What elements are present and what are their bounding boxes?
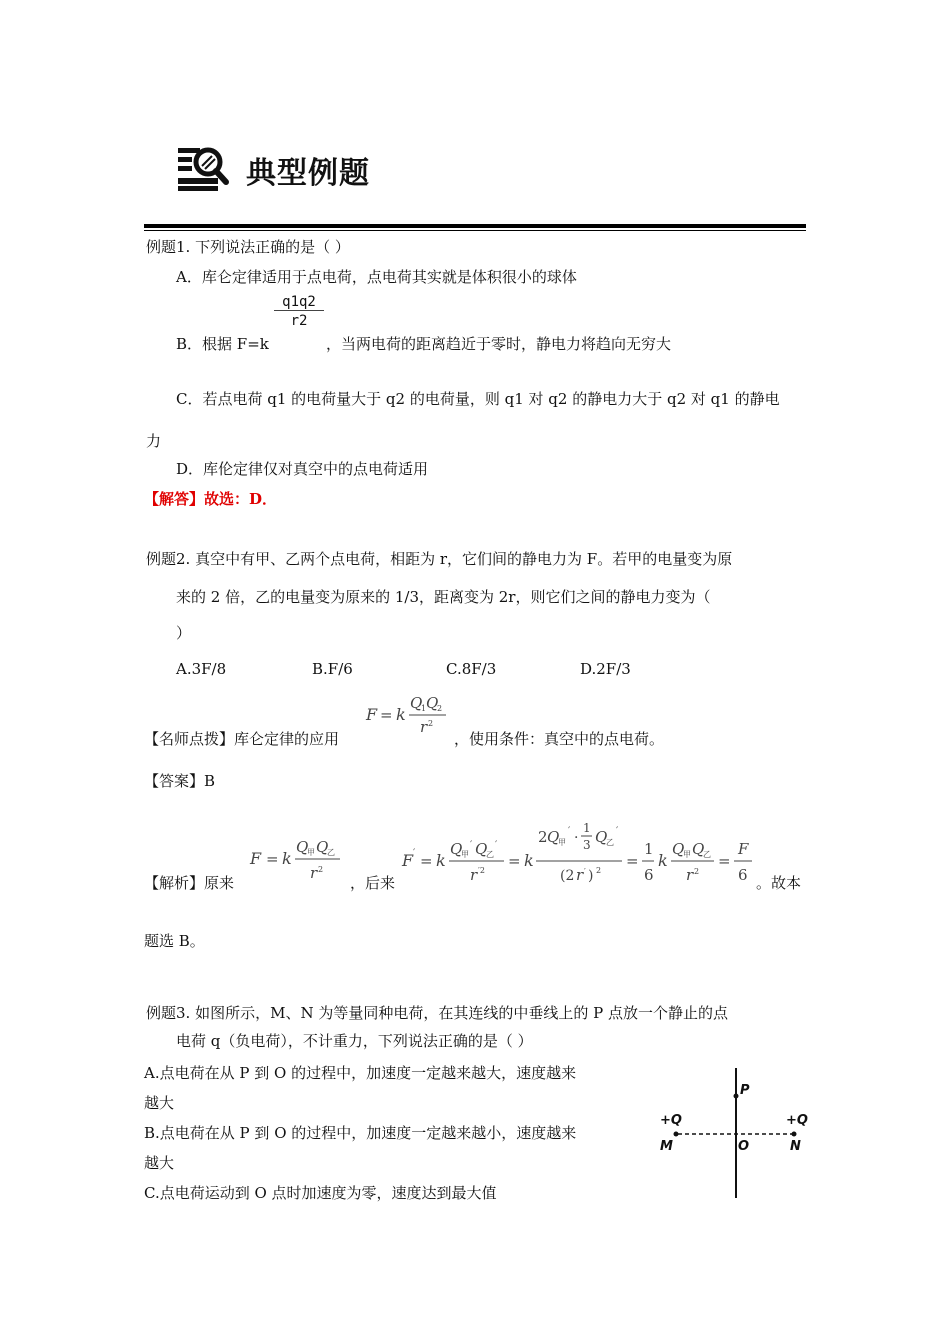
svg-text:=: = [266,850,279,868]
label-left-charge: +Q [660,1113,682,1128]
svg-text:F: F [366,705,378,724]
svg-text:·: · [574,830,579,846]
svg-text:=: = [380,706,393,724]
svg-text:r: r [310,864,318,882]
q2-analysis-cont: 题选 B。 [144,932,205,950]
svg-text:′: ′ [470,840,473,851]
label-m: M [660,1139,673,1154]
svg-text:r: r [420,718,428,736]
svg-text:=: = [420,852,433,870]
q1-fraction-num: q1q2 [282,294,316,310]
label-p: P [740,1083,750,1098]
q2-tip-formula [364,686,454,740]
svg-text:Q: Q [450,840,463,858]
svg-text:2: 2 [318,865,324,874]
svg-text:k: k [524,851,534,870]
svg-text:Q: Q [316,838,329,856]
divider [144,224,806,228]
svg-text:r: r [686,866,694,884]
svg-text:′: ′ [413,848,416,859]
q2-tip-suffix: ，使用条件：真空中的点电荷。 [454,730,665,748]
svg-text:Q: Q [426,694,439,712]
q3-stem-cont: 电荷 q（负电荷），不计重力，下列说法正确的是（ ） [176,1032,533,1050]
svg-text:乙: 乙 [327,848,335,857]
svg-text:甲: 甲 [683,850,691,859]
q2-stem: 例题2. 真空中有甲、乙两个点电荷，相距为 r，它们间的静电力为 F。若甲的电量变为原 [146,550,733,568]
svg-text:′: ′ [616,826,619,837]
svg-text:k: k [658,851,668,870]
svg-text:3: 3 [583,838,591,852]
q1-option-c: C．若点电荷 q1 的电荷量大于 q2 的电荷量，则 q1 对 q2 的静电力大于 q2 对 q1 的静电 [176,390,780,408]
svg-text:′2: ′2 [478,866,485,875]
svg-text:=: = [718,852,731,870]
q2-stem-cont2: ） [176,624,192,642]
q2-analysis-label: 【解析】原来 [144,874,235,892]
q3-option-c: C.点电荷运动到 O 点时加速度为零，速度达到最大值 [144,1184,497,1202]
svg-text:Q: Q [547,828,560,846]
charge-n [792,1132,797,1137]
q2-analysis-mid: ，后来 [350,874,396,892]
page-title: 典型例题 [246,156,370,191]
svg-text:=: = [508,852,521,870]
label-o: O [738,1139,750,1154]
q1-option-d: D．库伦定律仅对真空中的点电荷适用 [176,460,429,478]
svg-text:2: 2 [694,867,700,876]
svg-text:Q: Q [475,840,488,858]
q3-stem: 例题3. 如图所示，M、N 为等量同种电荷，在其连线的中垂线上的 P 点放一个静止的点 [146,1004,728,1022]
svg-text:2: 2 [428,719,434,728]
q1-stem: 例题1. 下列说法正确的是（ ） [146,238,350,256]
q2-option-b: B.F/6 [312,660,353,678]
q2-analysis-end: 。故本 [756,874,802,892]
header-icon [176,144,236,192]
svg-text:甲: 甲 [307,848,315,857]
svg-text:′: ′ [495,840,498,851]
q3-option-a: A.点电荷在从 P 到 O 的过程中，加速度一定越来越大，速度越来 [144,1064,577,1082]
q2-answer: 【答案】B [144,772,216,790]
svg-text:): ) [588,868,594,884]
svg-text:6: 6 [738,866,748,884]
q2-formula-original [248,828,358,888]
coulomb-formula [364,686,454,740]
q2-stem-cont: 来的 2 倍，乙的电量变为原来的 1/3，距离变为 2r，则它们之间的静电力变为（ [176,588,711,606]
svg-text:F: F [250,849,262,868]
svg-text:=: = [626,852,639,870]
svg-text:1: 1 [644,840,654,858]
q2-option-c: C.8F/3 [446,660,497,678]
q1-fraction-den: r2 [274,310,324,329]
point-p [734,1094,739,1099]
q3-option-b: B.点电荷在从 P 到 O 的过程中，加速度一定越来越小，速度越来 [144,1124,577,1142]
q1-fraction [274,294,324,329]
q2-option-a: A.3F/8 [176,660,227,678]
q3-option-a-cont: 越大 [144,1094,175,1112]
q2-formula-after [400,816,756,890]
svg-text:Q: Q [672,840,685,858]
divider [144,230,806,231]
q1-option-b-suffix: ，当两电荷的距离趋近于零时，静电力将趋向无穷大 [326,335,672,353]
svg-text:k: k [282,849,292,868]
svg-text:k: k [436,851,446,870]
book-magnifier-icon [176,144,236,192]
svg-text:k: k [396,705,406,724]
svg-text:乙: 乙 [703,850,711,859]
label-n: N [790,1139,801,1154]
q2-tip-label: 【名师点拨】库仑定律的应用 [144,730,340,748]
svg-text:2: 2 [596,866,602,875]
q3-option-b-cont: 越大 [144,1154,175,1172]
svg-text:甲: 甲 [461,850,469,859]
svg-text:F: F [402,851,414,870]
q1-option-c-cont: 力 [146,432,162,450]
svg-text:r: r [576,866,584,884]
svg-text:Q: Q [410,694,423,712]
q1-option-a: A．库仑定律适用于点电荷，点电荷其实就是体积很小的球体 [176,268,577,286]
svg-text:Q: Q [296,838,309,856]
svg-text:乙: 乙 [486,850,494,859]
svg-text:′: ′ [584,867,586,876]
q1-option-b-prefix: B．根据 F=k [176,335,269,353]
svg-text:′: ′ [568,826,571,837]
svg-text:Q: Q [692,840,705,858]
svg-text:1: 1 [583,821,591,835]
q2-option-d: D.2F/3 [580,660,631,678]
svg-text:乙: 乙 [606,838,614,847]
svg-text:F: F [738,840,749,858]
svg-text:2: 2 [437,704,443,713]
svg-text:甲: 甲 [558,838,566,847]
charge-diagram [656,1066,812,1200]
label-right-charge: +Q [786,1113,808,1128]
svg-text:r: r [470,866,478,884]
svg-text:6: 6 [644,866,654,884]
svg-text:Q: Q [595,828,608,846]
svg-text:2: 2 [538,828,548,846]
charge-m [674,1132,679,1137]
svg-text:(2: (2 [560,868,575,884]
q1-answer: 【解答】故选：D． [144,490,278,508]
svg-text:1: 1 [421,704,427,713]
